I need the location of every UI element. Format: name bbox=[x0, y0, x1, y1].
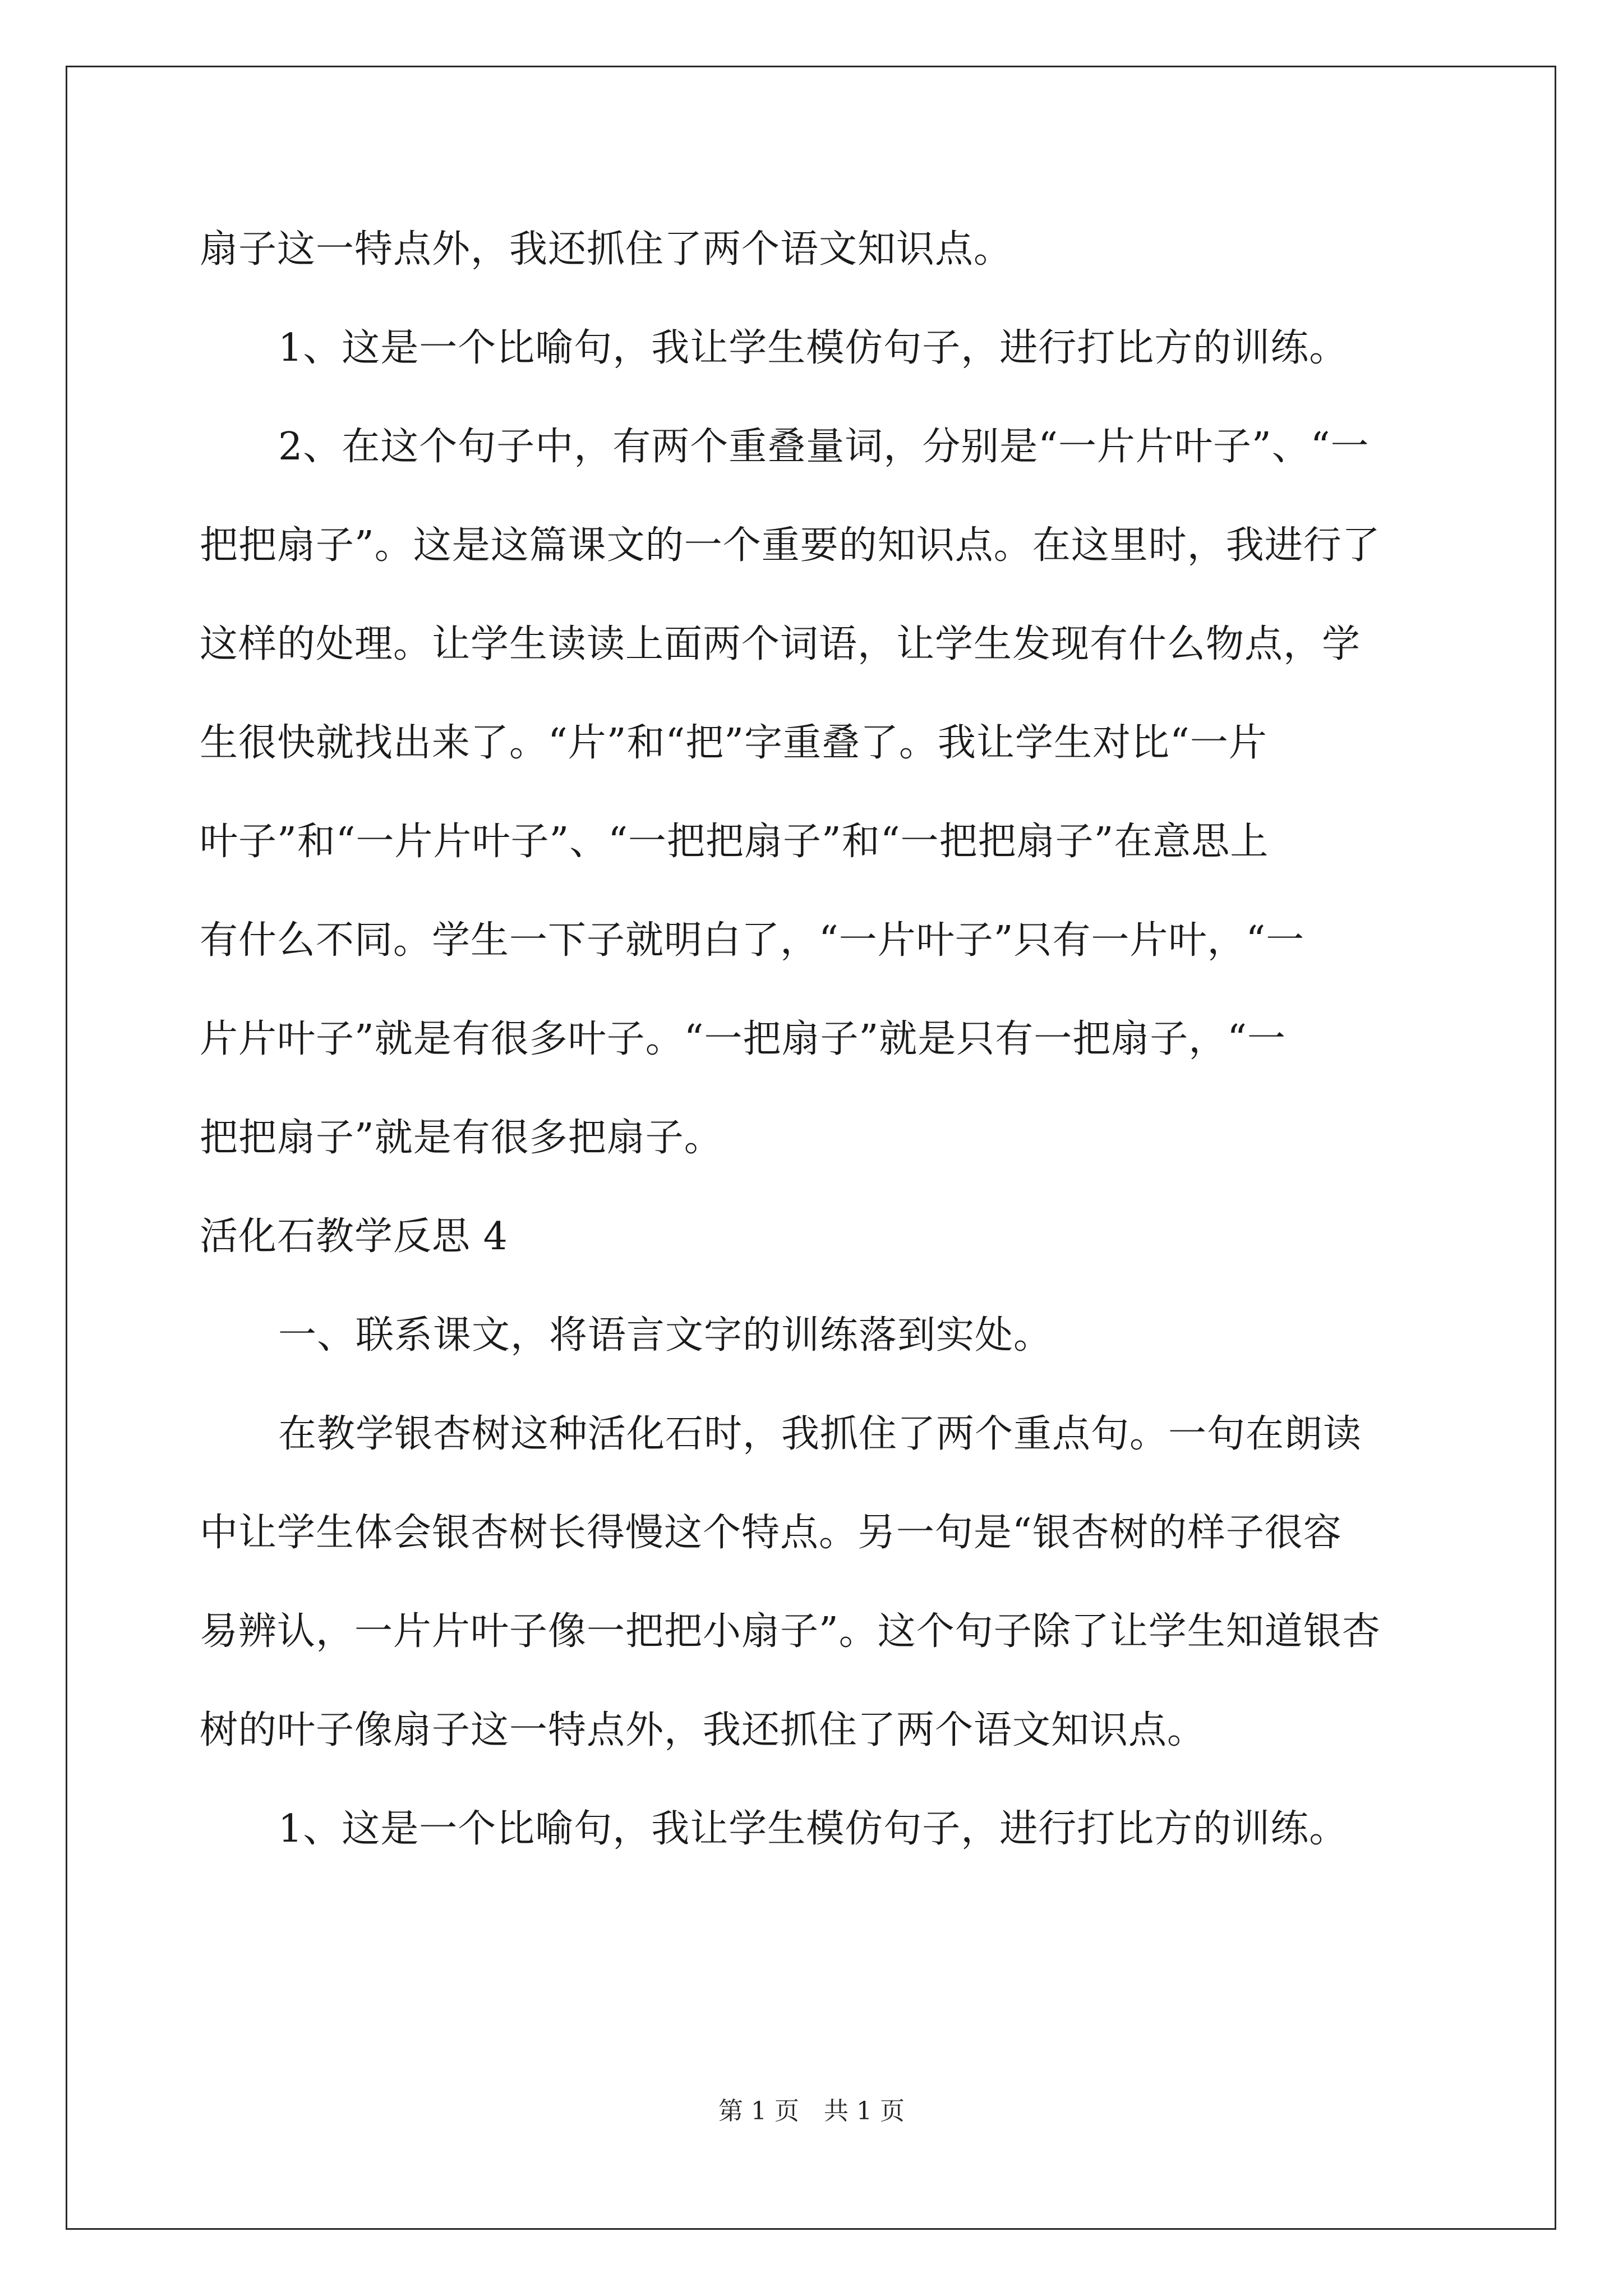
text-line: 树的叶子像扇子这一特点外，我还抓住了两个语文知识点。 bbox=[200, 1708, 1206, 1752]
text-line: 有什么不同。学生一下子就明白了，“一片叶子”只有一片叶，“一 bbox=[200, 918, 1305, 963]
text-line: 易辨认，一片片叶子像一把把小扇子”。这个句子除了让学生知道银杏 bbox=[200, 1609, 1381, 1654]
text-line: 叶子”和“一片片叶子”、“一把把扇子”和“一把把扇子”在意思上 bbox=[200, 820, 1269, 864]
text-line: 把把扇子”。这是这篇课文的一个重要的知识点。在这里时，我进行了 bbox=[200, 523, 1381, 568]
text-line: 在教学银杏树这种活化石时，我抓住了两个重点句。一句在朗读 bbox=[278, 1412, 1362, 1456]
text-line: 中让学生体会银杏树长得慢这个特点。另一句是“银杏树的样子很容 bbox=[200, 1511, 1342, 1555]
text-line: 一、联系课文，将语言文字的训练落到实处。 bbox=[278, 1313, 1053, 1358]
text-line: 1、这是一个比喻句，我让学生模仿句子，进行打比方的训练。 bbox=[278, 1807, 1348, 1851]
text-line: 2、在这个句子中，有两个重叠量词，分别是“一片片叶子”、“一 bbox=[278, 425, 1370, 469]
text-line: 生很快就找出来了。“片”和“把”字重叠了。我让学生对比“一片 bbox=[200, 721, 1267, 765]
section-heading: 活化石教学反思 4 bbox=[200, 1214, 508, 1259]
text-line: 1、这是一个比喻句，我让学生模仿句子，进行打比方的训练。 bbox=[278, 326, 1348, 370]
page-number-footer: 第 1 页 共 1 页 bbox=[718, 2097, 905, 2125]
text-line: 片片叶子”就是有很多叶子。“一把扇子”就是只有一把扇子，“一 bbox=[200, 1017, 1287, 1061]
text-line: 这样的处理。让学生读读上面两个词语，让学生发现有什么物点，学 bbox=[200, 622, 1361, 666]
text-line: 扇子这一特点外，我还抓住了两个语文知识点。 bbox=[200, 227, 1013, 272]
text-line: 把把扇子”就是有很多把扇子。 bbox=[200, 1116, 723, 1160]
